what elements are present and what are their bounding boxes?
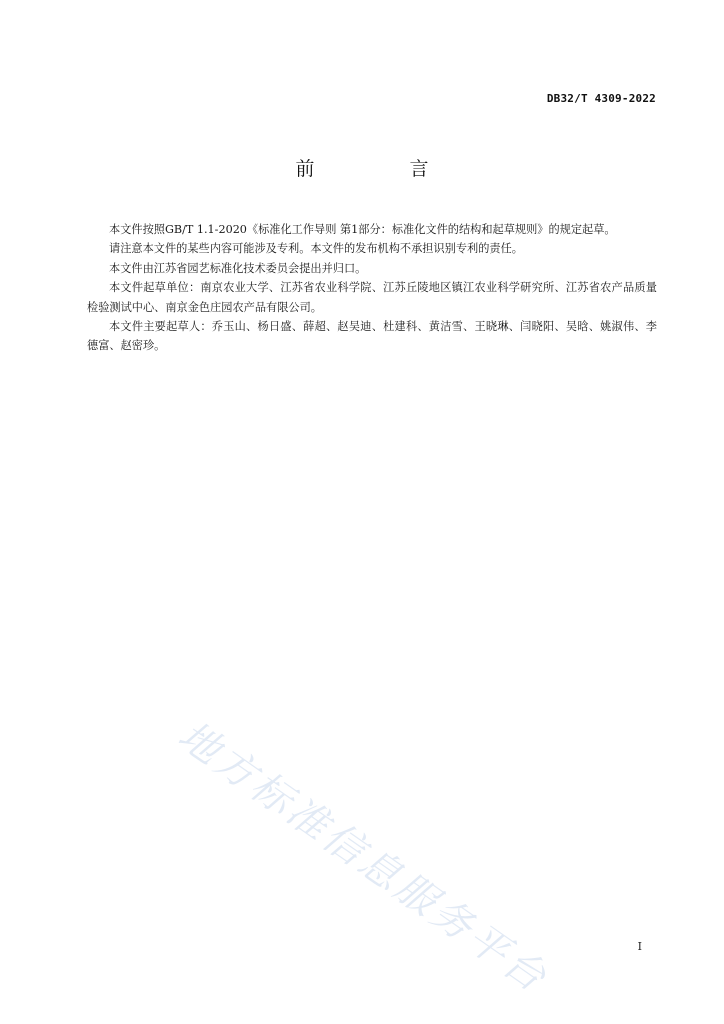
paragraph-patent-notice: 请注意本文件的某些内容可能涉及专利。本文件的发布机构不承担识别专利的责任。: [109, 242, 523, 256]
paragraph-drafting-rules: 本文件按照GB/T 1.1-2020《标准化工作导则 第1部分：标准化文件的结构和起草规则》的规定起草。: [109, 223, 616, 236]
watermark: 地方标准信息服务平台: [169, 712, 557, 1003]
foreword-body: [87, 220, 657, 356]
paragraph-drafters: 本文件主要起草人：乔玉山、杨日盛、薛超、赵吴迪、杜建科、黄洁雪、王晓琳、闫晓阳、吴晗、姚淑伟、李德富、赵密珍。: [87, 320, 657, 353]
standard-code: DB32/T 4309-2022: [546, 92, 656, 105]
page-number: I: [637, 940, 642, 953]
paragraph-drafting-units: 本文件起草单位：南京农业大学、江苏省农业科学院、江苏丘陵地区镇江农业科学研究所、江苏省农产品质量检验测试中心、南京金色庄园农产品有限公司。: [87, 281, 657, 314]
page-title: 前 言: [295, 158, 467, 180]
paragraph-proposer: 本文件由江苏省园艺标准化技术委员会提出并归口。: [109, 261, 367, 275]
